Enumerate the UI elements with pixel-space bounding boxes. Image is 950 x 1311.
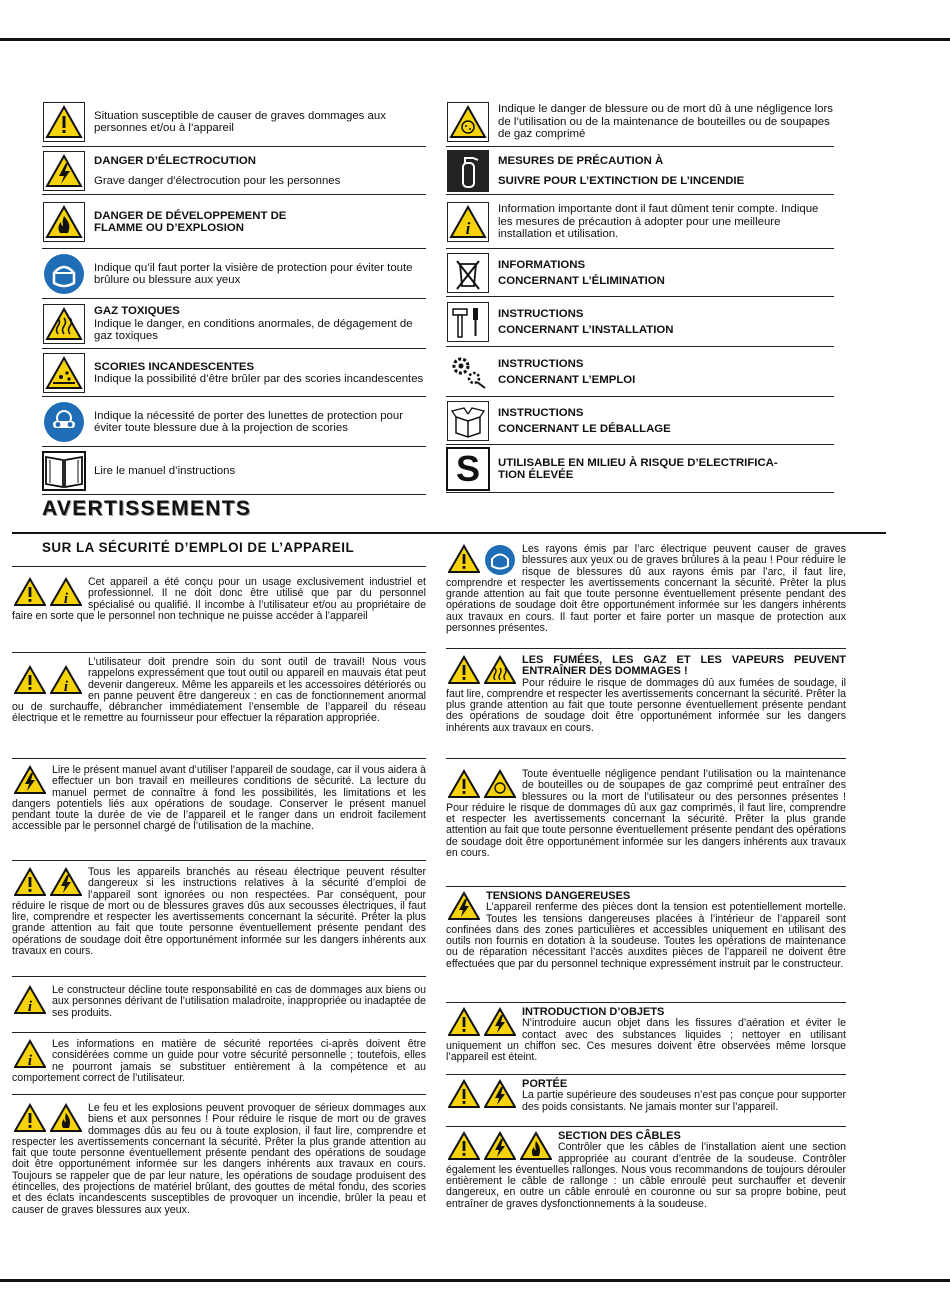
warning-icons <box>14 665 82 695</box>
warning-exclamation-icon <box>14 665 46 695</box>
warning-text: Les informations en matière de sécurité reportées ci-après doivent être considérées comme un guide pour votre sécurité personnelle ; toutefois, elles ne pourront jamais se substituer entièrement à la compétence et au comportement correct de l’utilisateur. <box>12 1038 426 1084</box>
warning-icons <box>14 577 82 607</box>
warning-text: Cet appareil a été conçu pour un usage exclusivement industriel et professionnel. Il ne doit donc être utilisé que par du personnel spécialisé ou qualifié. Il incombe à l’utilisateur et/ou au propriétaire de faire en sorte que le personnel non technique ne puisse accéder à l’appareil <box>12 576 426 622</box>
legend-text: CONCERNANT L’EMPLOI <box>498 374 636 386</box>
svg-text:i: i <box>63 679 69 695</box>
face-shield-icon <box>484 544 516 576</box>
warning-icons <box>448 544 516 576</box>
legend-title: INSTRUCTIONS <box>498 357 584 370</box>
legend-text: CONCERNANT L’ÉLIMINATION <box>498 275 665 287</box>
legend-item <box>446 250 834 297</box>
warning-block <box>12 566 426 657</box>
legend-text: SUIVRE POUR L’EXTINCTION DE L’INCENDIE <box>498 175 745 187</box>
warning-heading: LES FUMÉES, LES GAZ ET LES VAPEURS PEUVENT ENTRAÎNER DES DOMMAGES ! <box>522 654 846 678</box>
flame-explosion-icon <box>42 202 86 242</box>
warning-exclamation-icon <box>448 1007 480 1037</box>
face-shield-icon <box>42 254 86 294</box>
legend-text: Indique la possibilité d’être brûler par des scories incandescentes <box>94 373 424 385</box>
legend-item <box>42 300 426 349</box>
s-mark-icon <box>446 447 490 491</box>
legend-text: Grave danger d’électrocution pour les personnes <box>94 174 341 187</box>
warning-text: Le constructeur décline toute responsabilité en cas de dommages aux biens ou aux personnes dérivant de l’utilisation maladroite, inappropriée ou inadaptée de ses produits. <box>52 984 426 1019</box>
warning-icons <box>448 1007 516 1037</box>
disposal-bin-icon <box>446 253 490 293</box>
legend-item <box>42 148 426 195</box>
warning-block <box>12 758 426 861</box>
electrocution-icon <box>484 1007 516 1037</box>
warning-block <box>12 1094 426 1251</box>
flame-explosion-icon <box>50 1103 82 1133</box>
legend-title: UTILISABLE EN MILIEU À RISQUE D’ELECTRIFICA- <box>498 456 778 469</box>
flame-explosion-icon <box>520 1131 552 1161</box>
subsection-title: SUR LA SÉCURITÉ D’EMPLOI DE L’APPAREIL <box>42 540 355 555</box>
info-warning-icon <box>14 985 46 1015</box>
warning-text: Pour réduire le risque de dommages dû aux fumées de soudage, il faut lire, comprendre et respecter les avertissements concernant la sécurité. Prêter la plus grande attention au fait que toute personne éventuellement présente pendant des opérations de soudage doit être opportunément informée sur les dangers inhérents aux travaux en cours. <box>446 676 846 734</box>
warning-exclamation-icon <box>448 769 480 799</box>
warning-text: Le feu et les explosions peuvent provoquer de sérieux dommages aux biens et aux personnes ! Pour réduire le risque de mort ou de graves dommages dûs au feu ou à toute explosion, il faut lire, comprendre et respecter les avertissements concernant la sécurité. Prêter la plus grande attention au fait que toute personne éventuellement présente pendant des opérations de soudage doit être opportunément informée sur les dangers inhérents aux travaux en cours. Toujours se rappeler que de par leur nature, les opérations de soudage produisent des étincelles, des projections de matériel brûlant, des gouttes de métal fondu, des scories et des éclats incandescents susceptibles de provoquer un incendie, brûler la peau et causer de graves blessures aux yeux. <box>12 1102 426 1216</box>
legend-item <box>446 298 834 347</box>
legend-text: TION ÉLEVÉE <box>498 469 574 481</box>
legend-text: Information importante dont il faut dûment tenir compte. Indique les mesures de précaution à adopter pour une meilleure installation et utilisation. <box>498 203 819 241</box>
legend-title: SCORIES INCANDESCENTES <box>94 360 255 373</box>
warning-text: N’introduire aucun objet dans les fissures d’aération et éviter le contact avec des substances liquides ; nettoyer en utilisant uniquement un chiffon sec. Ces mesures doivent être observées même lorsque l’appareil est éteint. <box>446 1017 846 1064</box>
warning-text: L’appareil renferme des pièces dont la tension est potentiellement mortelle. Toutes les tensions dangereuses placées à l’intérieur de l’appareil sont confinées dans des zones particulières et accessibles uniquement en utilisant des outils non fournis en dotation à la soudeuse. Toutes les opérations de maintenance ou de réparation nécessitant l’accès auxdites pièces de l’appareil ne doivent être effectuées que par du personnel technique expressément instruit par le constructeur. <box>446 901 846 970</box>
warning-heading: PORTÉE <box>522 1078 568 1090</box>
legend-title: INSTRUCTIONS <box>498 307 584 320</box>
gas-cylinder-warning-icon <box>446 102 490 142</box>
warning-exclamation-icon <box>448 1131 480 1161</box>
legend-title: MESURES DE PRÉCAUTION À <box>498 154 664 167</box>
legend-item <box>446 196 834 249</box>
warning-icons <box>14 765 46 795</box>
legend-item <box>42 350 426 397</box>
warning-block <box>446 758 846 893</box>
section-rule <box>12 532 886 534</box>
legend-title: INFORMATIONS <box>498 258 586 271</box>
svg-text:i: i <box>465 219 471 238</box>
warning-icons <box>14 867 82 897</box>
svg-text:i: i <box>27 1053 33 1069</box>
info-warning-icon <box>50 577 82 607</box>
legend-title: DANGER DE DÉVELOPPEMENT DE FLAMME OU D’EXPLOSION <box>94 209 287 234</box>
electrocution-icon <box>50 867 82 897</box>
legend-text: Indique la nécessité de porter des lunettes de protection pour éviter toute blessure due à la projection de scories <box>94 409 404 434</box>
gears-icon <box>446 352 490 392</box>
warning-block <box>12 976 426 1037</box>
legend-item <box>42 250 426 299</box>
warning-exclamation-icon <box>448 544 480 574</box>
legend-text: Indique le danger de blessure ou de mort dû à une négligence lors de l’utilisation ou de la maintenance de bouteilles ou de soupapes de gaz comprimé <box>498 103 833 141</box>
gas-cylinder-warning-icon <box>484 769 516 799</box>
section-title: AVERTISSEMENTS <box>42 497 252 520</box>
warning-heading: SECTION DES CÂBLES <box>558 1130 681 1142</box>
bottom-rule <box>0 1279 950 1282</box>
warning-heading: INTRODUCTION D’OBJETS <box>522 1006 665 1018</box>
legend-text: CONCERNANT LE DÉBALLAGE <box>498 423 671 435</box>
warning-exclamation-icon <box>448 1079 480 1109</box>
electrocution-icon <box>484 1079 516 1109</box>
warning-icons <box>448 769 516 799</box>
safety-goggles-icon <box>42 402 86 442</box>
legend-title: INSTRUCTIONS <box>498 406 584 419</box>
svg-text:i: i <box>27 999 33 1015</box>
legend-item <box>42 98 426 147</box>
warning-icons <box>448 891 480 921</box>
legend-item <box>446 348 834 397</box>
warning-text: Tous les appareils branchés au réseau électrique peuvent résulter dangereux si les instructions relatives à la sécurité d’emploi de l’appareil sont ignorées ou non respectées. Par conséquent, pour réduire le risque de mort ou de blessures graves dûs aux secousses électriques, il faut lire, comprendre et respecter les avertissements concernant la sécurité. Prêter la plus grande attention au fait que toute personne éventuellement présente pendant des opérations de soudage doit être opportunément informée sur les dangers inhérents aux travaux en cours. <box>12 866 426 958</box>
warning-icons <box>448 1079 516 1109</box>
warning-text: Contrôler que les câbles de l’installation aient une section appropriée au courant d’entrée de la soudeuse. Contrôler également les éventuelles rallonges. Nous vous recommandons de toujours dérouler entièrement le câble de rallonge : un câble enroulé peut surchauffer et devenir dangereux, en outre un câble enroulé en couronne ou sur sa propre bobine, peut entraîner de graves dysfonctionnements à la soudeuse. <box>446 1141 846 1210</box>
warning-exclamation-icon <box>42 102 86 142</box>
fire-extinguisher-icon <box>446 151 490 191</box>
warning-text: L’utilisateur doit prendre soin du sont outil de travail! Nous vous rappelons expressément que tout outil ou appareil en mauvais état peut devenir dangereux. Même les appareils et les accessoires détériorés ou en panne peuvent être dangereux : en cas de fonctionnement anormal ou de surchauffe, débrancher immédiatement l’ensemble de l’appareil du réseau électrique et le remettre au fournisseur pour effectuer la réparation appropriée. <box>12 656 426 725</box>
warning-icons <box>14 1103 82 1133</box>
info-warning-icon <box>446 202 490 242</box>
electrocution-icon <box>448 891 480 921</box>
electrocution-icon <box>484 1131 516 1161</box>
warning-block <box>12 1032 426 1095</box>
warning-exclamation-icon <box>14 577 46 607</box>
hot-slag-icon <box>42 353 86 393</box>
top-rule <box>0 38 950 41</box>
hammer-screwdriver-icon <box>446 302 490 342</box>
info-warning-icon <box>14 1039 46 1069</box>
electrocution-icon <box>42 151 86 191</box>
toxic-gas-icon <box>484 655 516 685</box>
info-warning-icon <box>50 665 82 695</box>
legend-item <box>42 448 426 495</box>
legend-item <box>446 446 834 493</box>
warning-icons <box>14 1039 46 1069</box>
warning-heading: TENSIONS DANGEREUSES <box>486 890 631 902</box>
legend-text: Indique le danger, en conditions anormales, de dégagement de gaz toxiques <box>94 317 413 343</box>
legend-item <box>446 148 834 195</box>
warning-exclamation-icon <box>14 1103 46 1133</box>
legend-text: Situation susceptible de causer de graves dommages aux personnes et/ou à l’appareil <box>94 109 386 134</box>
warning-exclamation-icon <box>14 867 46 897</box>
warning-text: Les rayons émis par l’arc électrique peuvent causer de graves blessures aux yeux ou de graves brûlures à la peau ! Pour réduire le risque de blessures dû aux rayons émis par l’arc, il faut lire, comprendre et respecter les avertissements concernant la sécurité. Prêter la plus grande attention au fait que toute personne éventuellement présente pendant des opérations de soudage doit être opportunément informée sur les dangers inhérents aux travaux en cours. Il faut porter et faire porter un masque de protection aux personnes présentes. <box>446 543 846 635</box>
open-box-icon <box>446 401 490 441</box>
warning-block <box>12 860 426 977</box>
s-letter: S <box>455 448 480 489</box>
warning-block <box>446 1126 846 1243</box>
legend-title: DANGER D’ÉLECTROCUTION <box>94 155 256 167</box>
warning-icons <box>14 985 46 1015</box>
svg-text:i: i <box>63 591 69 607</box>
legend-item <box>446 98 834 147</box>
warning-block <box>446 540 846 648</box>
legend-text: Indique qu’il faut porter la visière de protection pour éviter toute brûlure ou blessure aux yeux <box>94 261 413 286</box>
warning-block <box>446 1074 846 1125</box>
legend-item <box>446 398 834 445</box>
warning-block <box>12 652 426 757</box>
warning-exclamation-icon <box>448 655 480 685</box>
warning-icons <box>448 1131 552 1161</box>
warning-block <box>446 886 846 1003</box>
manual-book-icon <box>42 451 86 491</box>
legend-item <box>42 398 426 447</box>
legend-item <box>42 196 426 249</box>
warning-block <box>446 1002 846 1075</box>
warning-block <box>446 648 846 753</box>
legend-text: CONCERNANT L’INSTALLATION <box>498 324 674 336</box>
legend-title: GAZ TOXIQUES <box>94 305 180 318</box>
warning-text: La partie supérieure des soudeuses n’est pas conçue pour supporter des poids consistants. Ne jamais monter sur l’appareil. <box>522 1089 846 1113</box>
toxic-gas-icon <box>42 304 86 344</box>
electrocution-icon <box>14 765 46 795</box>
warning-text: Lire le présent manuel avant d’utiliser l’appareil de soudage, car il vous aidera à effectuer un bon travail en meilleures conditions de sécurité. La lecture du manuel permet de connaître à fond les possibilités, les limitations et les dangers potentiels liés aux opérations de soudage. Conserver le présent manuel pendant toute la durée de vie de l’appareil et le ranger dans un endroit facilement accessible par le personnel chargé de l’utilisation de la machine. <box>12 764 426 833</box>
warning-text: Toute éventuelle négligence pendant l’utilisation ou la maintenance de bouteilles ou de soupapes de gaz comprimé peut entraîner des blessures ou la mort de l’utilisateur ou des personnes présentes ! Pour réduire le risque de dommages dû aux gaz comprimés, il faut lire, comprendre et respecter les avertissements concernant la sécurité. Prêter la plus grande attention au fait que toute personne éventuellement présente pendant des opérations de soudage doit être opportunément informée sur les dangers inhérents aux travaux en cours. <box>446 768 846 860</box>
legend-text: Lire le manuel d’instructions <box>94 464 236 477</box>
warning-icons <box>448 655 516 685</box>
